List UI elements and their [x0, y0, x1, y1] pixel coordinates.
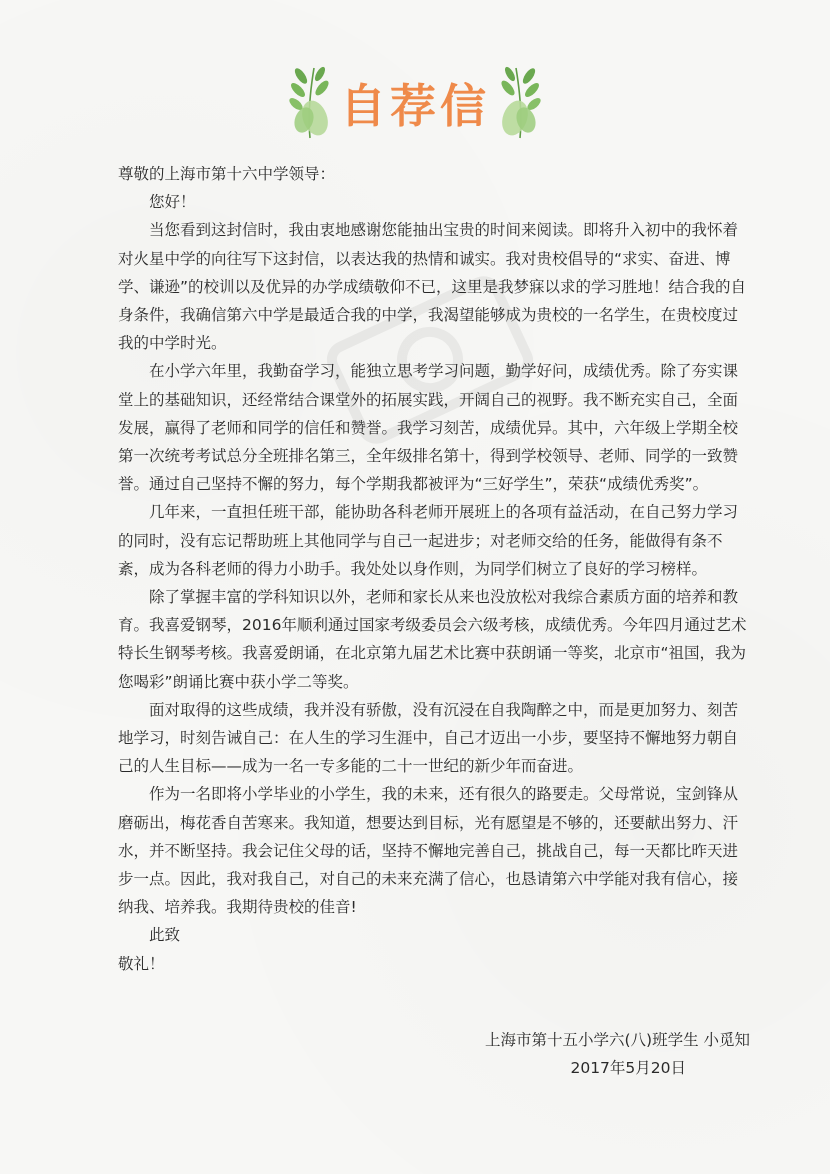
closing-line-1: 此致 [149, 926, 181, 945]
paragraph-talents: 除了掌握丰富的学科知识以外，老师和家长从来也没放松对我综合素质方面的培养和教育。我喜爱钢琴，2016年顺利通过国家考级委员会六级考核，成绩优秀。今年四月通过艺术特长生钢琴考核。我喜爱朗诵，在北京第九届艺术比赛中获朗诵一等奖，北京市“祖国，我为您喝彩”朗诵比赛中获小学二等奖。 [118, 588, 747, 691]
signature-block [440, 1026, 750, 1082]
paragraph-study: 在小学六年里，我勤奋学习，能独立思考学习问题，勤学好问，成绩优秀。除了夯实课堂上的基础知识，还经常结合课堂外的拓展实践，开阔自己的视野。我不断充实自己，全面发展，赢得了老师和同学的信任和赞誉。我学习刻苦，成绩优异。其中，六年级上学期全校第一次统考考试总分全班排名第三，全年级排名第十，得到学校领导、老师、同学的一致赞誉。通过自己坚持不懈的努力，每个学期我都被评为“三好学生”，荣获“成绩优秀奖”。 [118, 362, 739, 494]
paragraph-intro: 当您看到这封信时，我由衷地感谢您能抽出宝贵的时间来阅读。即将升入初中的我怀着对火星中学的向往写下这封信，以表达我的热情和诚实。我对贵校倡导的“求实、奋进、博学、谦逊”的校训以及优异的办学成绩敬仰不已，这里是我梦寐以求的学习胜地！结合我的自身条件，我确信第六中学是最适合我的中学，我渴望能够成为贵校的一名学生，在贵校度过我的中学时光。 [118, 221, 747, 353]
paragraph-humility: 面对取得的这些成绩，我并没有骄傲，没有沉浸在自我陶醉之中，而是更加努力、刻苦地学习，时刻告诫自己：在人生的学习生涯中，自己才迈出一小步，要坚持不懈地努力朝自己的人生目标——成为一名一专多能的二十一世纪的新少年而奋进。 [118, 700, 739, 776]
leaf-sprig-right-icon [496, 62, 546, 140]
letter-title: 自荐信 [340, 79, 490, 133]
greeting: 尊敬的上海市第十六中学领导： [118, 165, 336, 183]
signature: 上海市第十五小学六(八)班学生 小觅知 [484, 1031, 750, 1049]
leaf-sprig-left-icon [284, 62, 334, 140]
title-row [0, 62, 830, 142]
closing-line-2: 敬礼！ [118, 954, 165, 973]
salutation: 您好！ [149, 193, 196, 212]
date: 2017年5月20日 [570, 1059, 686, 1077]
letter-body [118, 160, 750, 978]
paragraph-class-cadre: 几年来，一直担任班干部，能协助各科老师开展班上的各项有益活动，在自己努力学习的同时，没有忘记帮助班上其他同学与自己一起进步；对老师交给的任务，能做得有条不紊，成为各科老师的得力小助手。我处处以身作则，为同学们树立了良好的学习榜样。 [118, 503, 739, 578]
paragraph-future: 作为一名即将小学毕业的小学生，我的未来，还有很久的路要走。父母常说，宝剑锋从磨砺出，梅花香自苦寒来。我知道，想要达到目标，光有愿望是不够的，还要献出努力、汗水，并不断坚持。我会记住父母的话，坚持不懈地完善自己，挑战自己，每一天都比昨天进步一点。因此，我对我自己，对自己的未来充满了信心，也恳请第六中学能对我有信心，接纳我、培养我。我期待贵校的佳音! [118, 785, 739, 917]
